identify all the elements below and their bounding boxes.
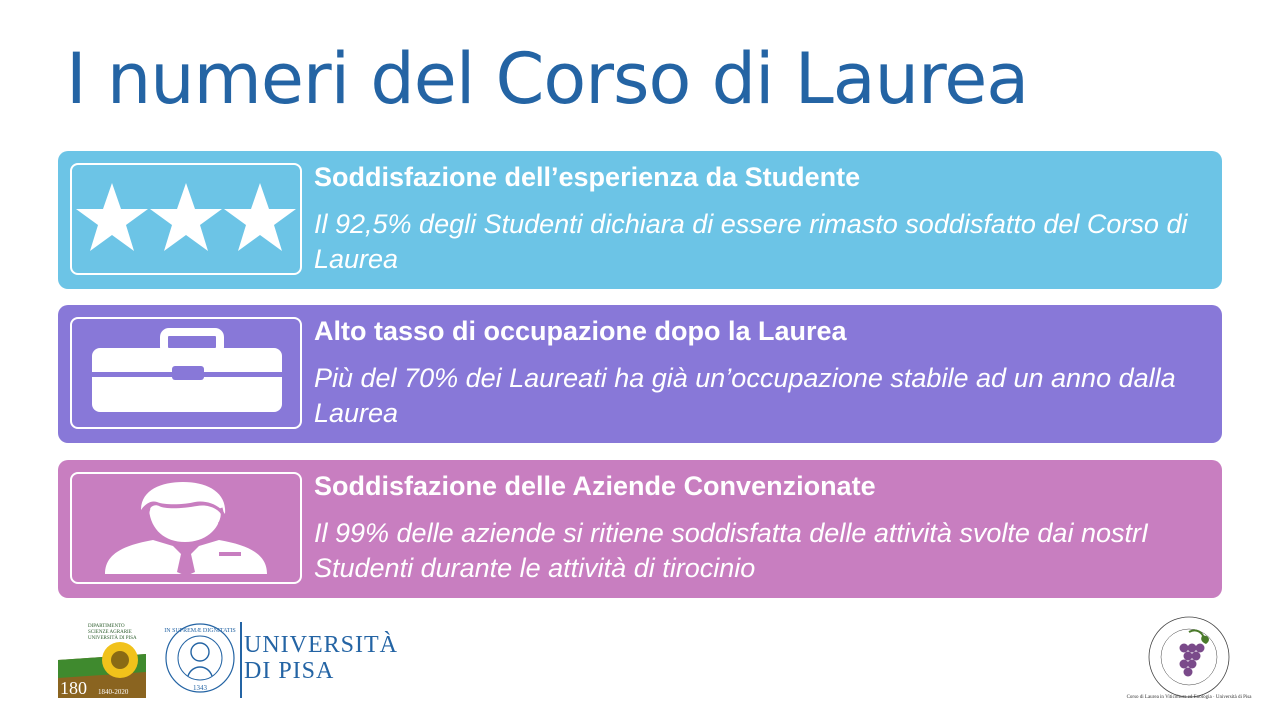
card-description: Più del 70% dei Laureati ha già un’occupazione stabile ad un anno dalla Laurea — [314, 363, 1176, 428]
seal-text: IN SUPREMÆ DIGNITATIS — [164, 628, 236, 634]
footer-logos — [58, 620, 398, 700]
toolbox-icon — [86, 330, 286, 416]
businessman-icon — [101, 480, 271, 576]
svg-text:SCIENZE AGRARIE: SCIENZE AGRARIE — [88, 630, 132, 635]
wordmark-line-2: DI PISA — [244, 658, 335, 684]
card-heading: Alto tasso di occupazione dopo la Laurea — [314, 316, 847, 346]
card-employment-rate — [58, 305, 1222, 443]
dept-logo-number: 180 — [60, 678, 87, 698]
department-anniversary-logo — [58, 620, 146, 698]
logo-divider — [240, 622, 242, 698]
wordmark-line-1: UNIVERSITÀ — [244, 632, 398, 658]
card-student-satisfaction — [58, 151, 1222, 289]
three-stars-icon — [76, 179, 296, 259]
card-icon-frame — [70, 472, 302, 584]
page-title: I numeri del Corso di Laurea — [66, 38, 1029, 120]
dept-logo-years: 1840-2020 — [98, 688, 129, 696]
card-company-satisfaction — [58, 460, 1222, 598]
university-wordmark — [244, 632, 398, 684]
course-logo-text: Corso di Laurea in Viticoltura ed Enologia · Università di Pisa — [1126, 695, 1252, 700]
card-heading: Soddisfazione delle Aziende Convenzionate — [314, 471, 876, 501]
svg-text:DIPARTIMENTO: DIPARTIMENTO — [88, 624, 125, 629]
card-description: Il 99% delle aziende si ritiene soddisfatta delle attività svolte dai nostrI Studenti durante le attività di tirocinio — [314, 518, 1149, 583]
card-icon-frame — [70, 163, 302, 275]
card-icon-frame — [70, 317, 302, 429]
university-seal-logo — [162, 620, 238, 698]
card-description: Il 92,5% degli Studenti dichiara di essere rimasto soddisfatto del Corso di Laurea — [314, 209, 1188, 274]
course-wine-logo — [1126, 612, 1252, 702]
seal-year: 1343 — [193, 684, 207, 692]
svg-text:UNIVERSITÀ DI PISA: UNIVERSITÀ DI PISA — [88, 636, 137, 641]
card-heading: Soddisfazione dell’esperienza da Studente — [314, 162, 861, 192]
